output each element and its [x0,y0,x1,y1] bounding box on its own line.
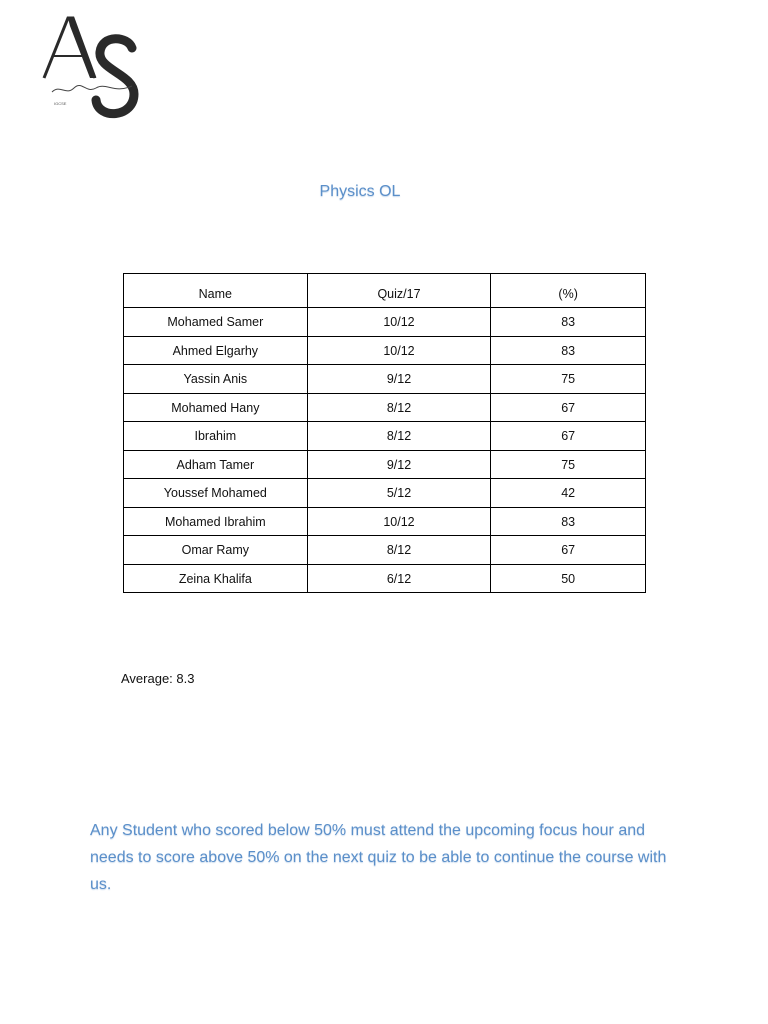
cell-quiz-score: 10/12 [307,308,491,337]
cell-percent: 83 [491,507,646,536]
cell-student-name: Ahmed Elgarhy [124,336,308,365]
cell-percent: 50 [491,564,646,593]
attendance-notice: Any Student who scored below 50% must attend the upcoming focus hour and needs to score above 50% on the next quiz to be able to continue the course with us. [90,822,667,893]
cell-quiz-score: 8/12 [307,536,491,565]
cell-quiz-score: 8/12 [307,393,491,422]
cell-percent: 83 [491,336,646,365]
table-row [124,536,646,565]
table-header-row [124,274,646,308]
cell-student-name: Mohamed Samer [124,308,308,337]
cell-student-name: Adham Tamer [124,450,308,479]
column-header-percent: (%) [491,274,646,308]
cell-student-name: Mohamed Hany [124,393,308,422]
cell-quiz-score: 9/12 [307,450,491,479]
cell-student-name: Zeina Khalifa [124,564,308,593]
cell-quiz-score: 6/12 [307,564,491,593]
cell-percent: 42 [491,479,646,508]
cell-student-name: Omar Ramy [124,536,308,565]
scores-table [123,273,646,593]
table-row [124,365,646,394]
cell-student-name: Youssef Mohamed [124,479,308,508]
cell-quiz-score: 10/12 [307,336,491,365]
brand-logo [40,14,140,122]
cell-percent: 67 [491,393,646,422]
cell-student-name: Yassin Anis [124,365,308,394]
column-header-quiz: Quiz/17 [307,274,491,308]
cell-quiz-score: 8/12 [307,422,491,451]
cell-quiz-score: 10/12 [307,507,491,536]
cell-percent: 83 [491,308,646,337]
cell-student-name: Mohamed Ibrahim [124,507,308,536]
cell-percent: 75 [491,450,646,479]
cell-percent: 67 [491,422,646,451]
table-row [124,422,646,451]
cell-percent: 75 [491,365,646,394]
column-header-name: Name [124,274,308,308]
cell-student-name: Ibrahim [124,422,308,451]
cell-percent: 67 [491,536,646,565]
table-row [124,564,646,593]
table-row [124,308,646,337]
cell-quiz-score: 5/12 [307,479,491,508]
document-title: Physics OL [319,183,401,200]
logo-tagline: IGCSE [54,101,67,106]
table-row [124,507,646,536]
table-row [124,479,646,508]
table-row [124,450,646,479]
cell-quiz-score: 9/12 [307,365,491,394]
logo-mark-icon [40,14,140,122]
table-row [124,393,646,422]
table-row [124,336,646,365]
average-score: Average: 8.3 [121,671,195,686]
